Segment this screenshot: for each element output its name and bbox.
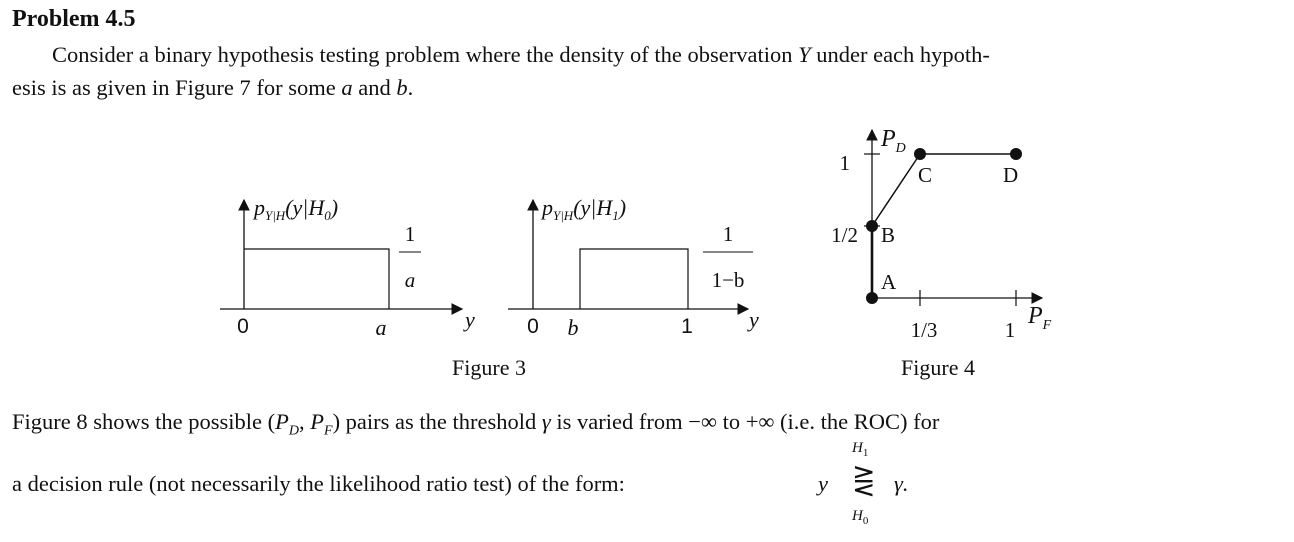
plot-h1 — [508, 195, 759, 340]
plot-h0-xlabel: y — [465, 307, 475, 332]
roc-label-b: B — [881, 223, 896, 247]
roc-gamma: γ — [541, 409, 551, 434]
plot-h0 — [220, 195, 475, 340]
roc-comma: , — [299, 409, 311, 434]
roc-text-1: Figure 8 shows the possible ( — [12, 409, 276, 434]
plot-h1-b-label: b — [567, 315, 579, 340]
roc-label-d: D — [1003, 163, 1019, 187]
roc-line-1 — [12, 405, 939, 448]
roc-pd: P — [275, 409, 289, 434]
decision-gamma: γ. — [894, 471, 909, 496]
roc-plot — [831, 126, 1052, 342]
plot-h0-a-label: a — [375, 315, 387, 340]
intro-text-1: Consider a binary hypothesis testing problem where the density of the observation — [52, 42, 793, 67]
plot-h1-origin: 0 — [527, 315, 539, 338]
plot-h0-height-num: 1 — [404, 222, 416, 246]
plot-h1-height-den: 1−b — [711, 268, 745, 292]
plot-h0-height-den: a — [404, 268, 416, 292]
roc-xtick-third-label: 1/3 — [910, 318, 938, 342]
roc-point-d — [1010, 148, 1022, 160]
var-b: b — [396, 75, 408, 100]
roc-point-c — [914, 148, 926, 160]
decision-y: y — [818, 471, 828, 496]
roc-segment-bc — [872, 154, 920, 226]
intro-text-2: under each hypoth- — [816, 42, 990, 67]
roc-ytick-half-label: 1/2 — [831, 223, 858, 247]
plot-h0-origin: 0 — [237, 315, 249, 338]
roc-point-b — [866, 220, 878, 232]
var-a: a — [341, 75, 353, 100]
roc-ylabel: $P_D$ — [881, 126, 906, 156]
plot-h1-ylabel: $p_{Y|H}(y|H_1)$ — [542, 195, 627, 223]
plot-h1-xlabel: y — [749, 307, 759, 332]
intro-and: and — [358, 75, 391, 100]
intro-period: . — [407, 75, 414, 100]
roc-point-a — [866, 292, 878, 304]
plot-h1-height-num: 1 — [722, 222, 734, 246]
figure4-caption: Figure 4 — [901, 355, 975, 380]
roc-pf: P — [310, 409, 324, 434]
intro-text-3: esis is as given in Figure 7 for some — [12, 75, 336, 100]
plot-h1-one-label: 1 — [681, 315, 693, 338]
decision-h1: $H_1$ — [852, 440, 869, 459]
roc-pd-sub: D — [288, 423, 299, 439]
roc-text-2: ) pairs as the threshold — [332, 409, 537, 434]
decision-relation: ⋛ — [852, 464, 876, 497]
roc-line-2 — [12, 467, 625, 500]
roc-xtick-1-label: 1 — [1004, 318, 1016, 342]
roc-text-3: is varied from −∞ to +∞ (i.e. the ROC) for — [556, 409, 940, 434]
plot-h0-ylabel: $p_{Y|H}(y|H_0)$ — [254, 195, 339, 223]
roc-ytick-1-label: 1 — [839, 151, 850, 175]
figure3-caption: Figure 3 — [452, 355, 526, 380]
roc-label-a: A — [881, 270, 897, 294]
roc-text-4: a decision rule (not necessarily the likelihood ratio test) of the form: — [12, 471, 625, 496]
roc-xlabel: $P_F$ — [1028, 303, 1052, 333]
plot-h1-density — [580, 249, 688, 309]
plot-h0-density — [244, 249, 389, 309]
roc-label-c: C — [918, 163, 933, 187]
roc-pf-sub: F — [324, 423, 333, 439]
problem-title: Problem 4.5 — [12, 6, 136, 32]
var-Y: Y — [798, 42, 811, 67]
decision-h0: $H_0$ — [852, 508, 869, 527]
